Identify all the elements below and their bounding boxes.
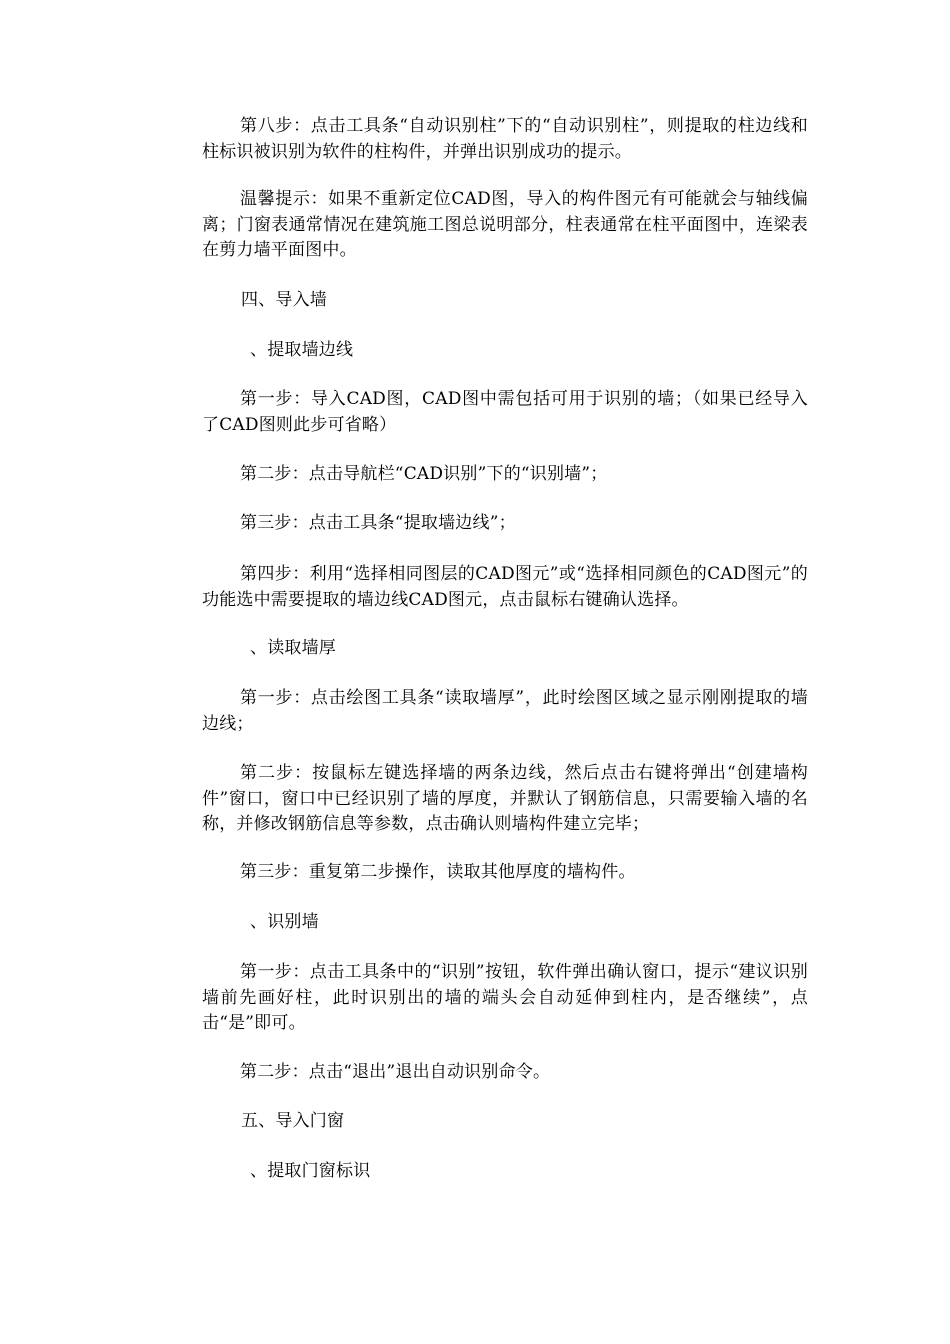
paragraph-thickness-step2: 第二步：按鼠标左键选择墙的两条边线，然后点击右键将弹出“创建墙构件”窗口，窗口中已经识别了墙的厚度，并默认了钢筋信息，只需要输入墙的名称，并修改钢筋信息等参数，点击确认则墙构件建立完毕； <box>202 763 808 834</box>
paragraph-thickness-step3: 第三步：重复第二步操作，读取其他厚度的墙构件。 <box>240 862 636 882</box>
paragraph-step8-auto-column: 第八步：点击工具条“自动识别柱”下的“自动识别柱”，则提取的柱边线和柱标识被识别为软件的柱构件，并弹出识别成功的提示。 <box>202 116 808 162</box>
paragraph-wall-step2: 第二步：点击导航栏“CAD识别”下的“识别墙”； <box>240 464 608 484</box>
subheading-extract-door-window-marks: 、提取门窗标识 <box>250 1161 371 1181</box>
section-heading-import-doors-windows: 五、导入门窗 <box>241 1111 345 1131</box>
subheading-extract-wall-edge: 、提取墙边线 <box>250 340 354 360</box>
subheading-identify-wall: 、识别墙 <box>250 912 319 932</box>
section-heading-import-wall: 四、导入墙 <box>241 290 327 310</box>
paragraph-identify-step1: 第一步：点击工具条中的“识别”按钮，软件弹出确认窗口，提示“建议识别墙前先画好柱，此时识别出的墙的端头会自动延伸到柱内，是否继续”，点击“是”即可。 <box>202 962 808 1033</box>
paragraph-thickness-step1: 第一步：点击绘图工具条“读取墙厚”，此时绘图区域之显示刚刚提取的墙边线； <box>202 688 808 734</box>
paragraph-wall-step1: 第一步：导入CAD图，CAD图中需包括可用于识别的墙；（如果已经导入了CAD图则此步可省略） <box>202 389 808 435</box>
subheading-read-wall-thickness: 、读取墙厚 <box>250 638 336 658</box>
paragraph-wall-step3: 第三步：点击工具条“提取墙边线”； <box>240 513 516 533</box>
paragraph-warm-tip: 温馨提示：如果不重新定位CAD图，导入的构件图元有可能就会与轴线偏离；门窗表通常情况在建筑施工图总说明部分，柱表通常在柱平面图中，连梁表在剪力墙平面图中。 <box>202 189 808 260</box>
paragraph-wall-step4: 第四步：利用“选择相同图层的CAD图元”或“选择相同颜色的CAD图元”的功能选中需要提取的墙边线CAD图元，点击鼠标右键确认选择。 <box>202 564 808 610</box>
paragraph-identify-step2: 第二步：点击“退出”退出自动识别命令。 <box>240 1062 551 1082</box>
